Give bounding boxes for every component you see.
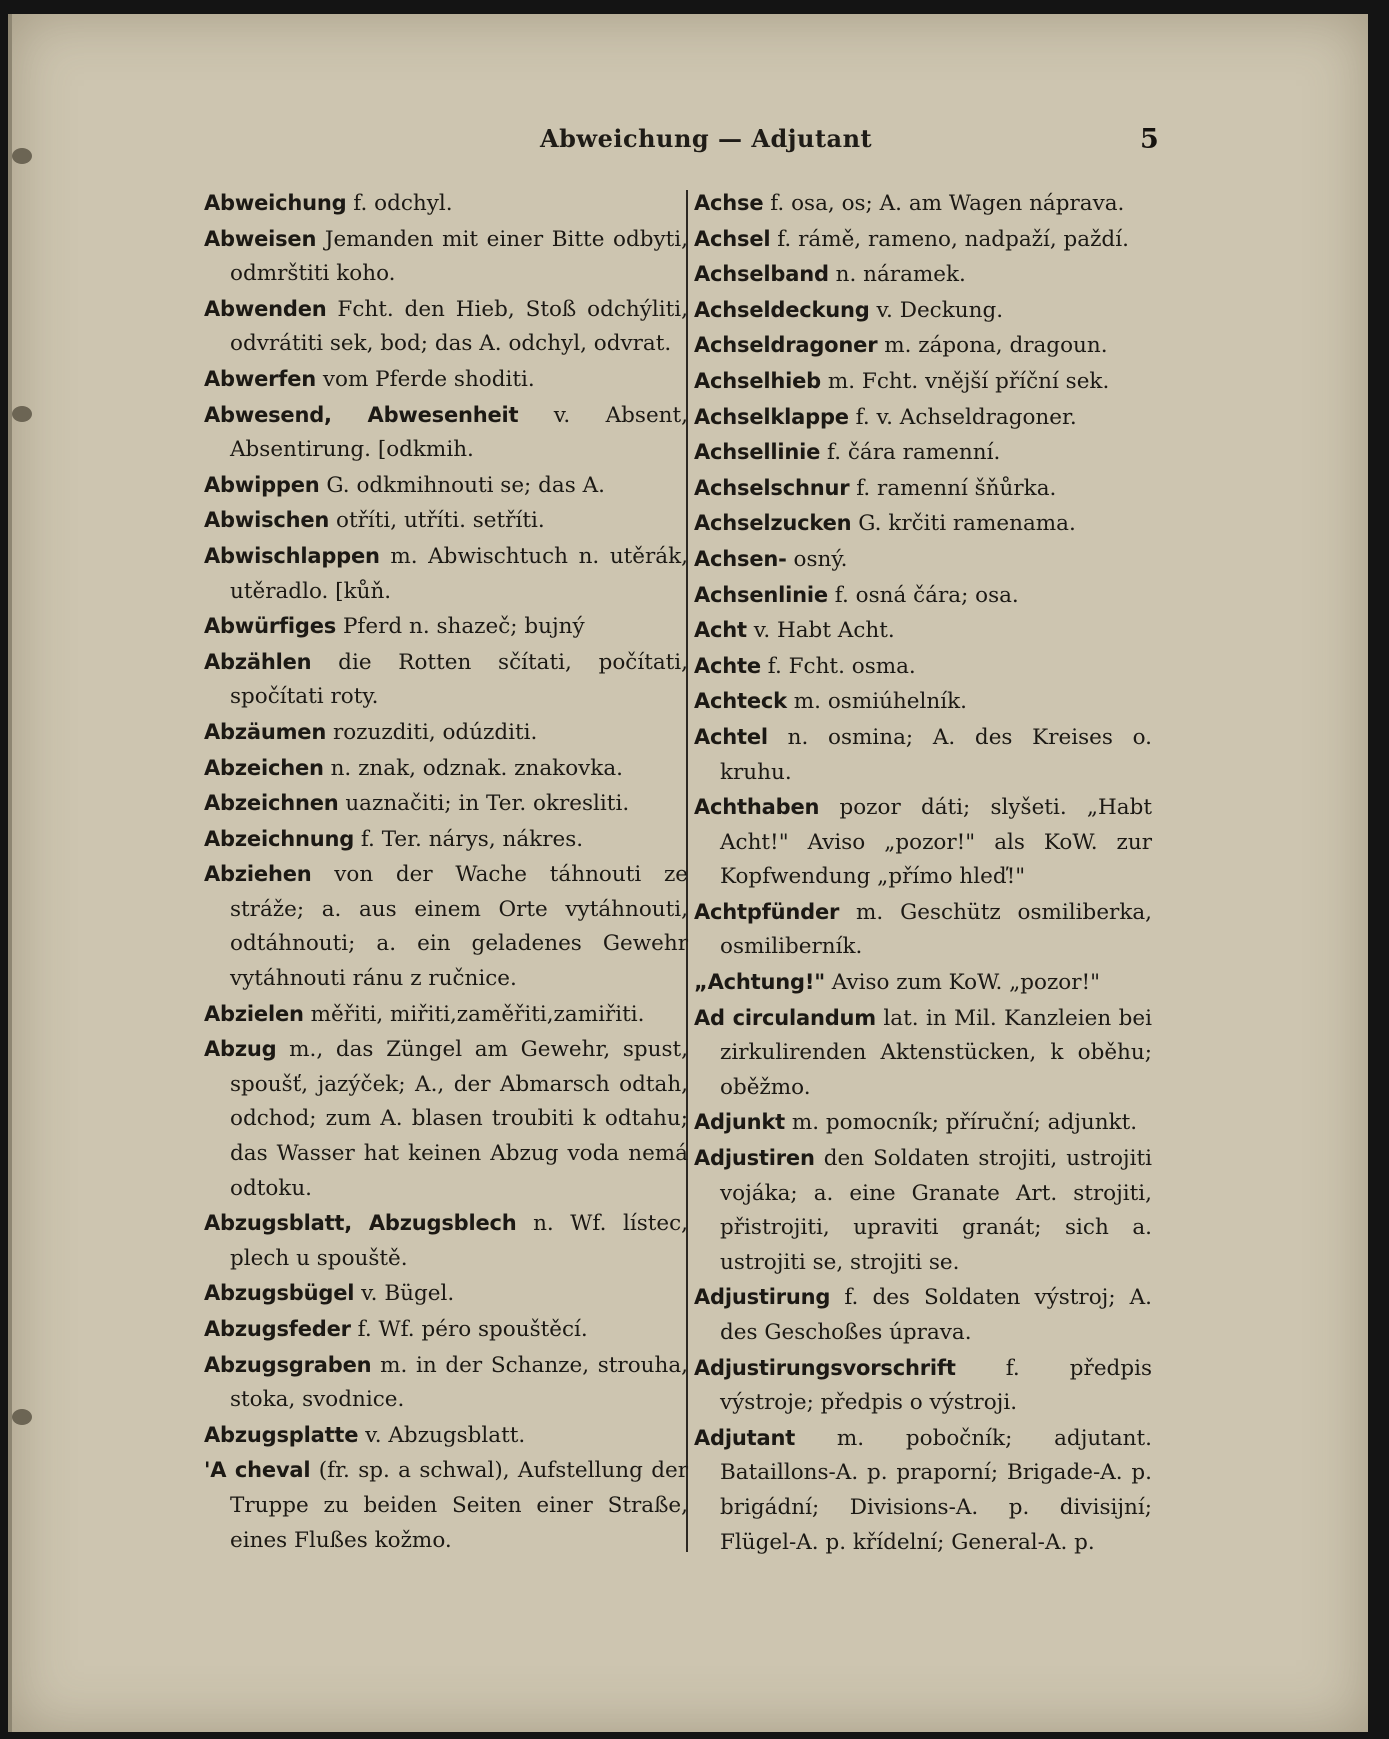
dictionary-entry: [204, 1206, 688, 1276]
dictionary-entry: [204, 292, 688, 362]
entry-headword: Abweisen: [204, 226, 317, 251]
entry-definition: lat. in Mil. Kanzleien bei zirkulirenden Aktenstücken, k oběhu; oběžmo.: [720, 1005, 1152, 1100]
entry-definition: f. osa, os; A. am Wagen náprava.: [763, 191, 1125, 216]
entry-headword: Abzeichnung: [204, 826, 355, 851]
entry-headword: Abwischlappen: [204, 543, 380, 568]
dictionary-entry: [204, 997, 688, 1033]
dictionary-entry: [694, 506, 1152, 542]
entry-headword: Abzählen: [204, 649, 312, 674]
entry-definition: pozor dáti; slyšeti. „Habt Acht!" Aviso „pozor!" als KoW. zur Kopfwendung „přímo hleď!": [720, 795, 1152, 890]
dictionary-entry: [694, 400, 1152, 436]
entry-definition: (fr. sp. a schwal), Aufstellung der Truppe zu beiden Seiten einer Straße, eines Flußes kožmo.: [230, 1458, 688, 1553]
dictionary-entry: [204, 715, 688, 751]
dictionary-entry: [694, 328, 1152, 364]
dictionary-entry: [694, 1105, 1152, 1141]
running-head: Abweichung — Adjutant: [540, 124, 873, 153]
page-header: [0, 124, 1389, 164]
dictionary-entry: [694, 186, 1152, 222]
entry-definition: m. zápona, dragoun.: [877, 333, 1108, 359]
dictionary-entry: [204, 822, 688, 858]
entry-headword: Abweichung: [204, 191, 347, 215]
page-edge-stain: [12, 406, 32, 422]
dictionary-entry: [694, 293, 1152, 329]
entry-headword: Acht: [694, 618, 747, 643]
entry-definition: f. Wf. péro spouštěcí.: [350, 1317, 588, 1342]
entry-definition: Aviso zum KoW. „pozor!": [824, 970, 1101, 996]
entry-definition: G. krčiti ramenama.: [851, 511, 1076, 537]
entry-headword: Achsel: [694, 226, 771, 251]
entry-definition: Pferd n. shazeč; bujný: [336, 614, 585, 640]
entry-definition: otříti, utříti. setříti.: [329, 508, 545, 534]
entry-definition: n. náramek.: [828, 262, 966, 288]
page-number: 5: [1140, 124, 1159, 155]
dictionary-entry: [204, 1348, 688, 1418]
entry-headword: Abzugsblatt, Abzugsblech: [204, 1211, 517, 1236]
entry-headword: „Achtung!": [694, 970, 825, 995]
entry-headword: Abwürfiges: [204, 614, 337, 639]
entry-definition: m. pomocník; příruční; adjunkt.: [785, 1110, 1138, 1136]
dictionary-entry: [694, 435, 1152, 471]
dictionary-entry: [204, 362, 688, 398]
dictionary-entry: [694, 720, 1152, 790]
entry-headword: Adjunkt: [694, 1110, 785, 1135]
entry-headword: Abzugsplatte: [204, 1422, 359, 1447]
entry-headword: Achteck: [694, 689, 787, 714]
entry-definition: f. ramenní šňůrka.: [849, 475, 1057, 501]
entry-definition: f. des Soldaten výstroj; A. des Geschoßes úprava.: [720, 1285, 1152, 1345]
dictionary-entry: [694, 471, 1152, 507]
dictionary-entry: [204, 609, 688, 645]
entry-definition: m. Fcht. vnější příční sek.: [821, 368, 1110, 394]
entry-headword: Adjustiren: [694, 1146, 815, 1171]
dictionary-entry: [694, 613, 1152, 649]
dictionary-entry: [204, 503, 688, 539]
entry-definition: n. Wf. lístec, plech u spouště.: [230, 1211, 688, 1271]
entry-definition: m. Geschütz osmiliberka, osmiliberník.: [720, 899, 1152, 960]
entry-headword: Abzug: [204, 1037, 277, 1062]
entry-definition: von der Wache táhnouti ze stráže; a. aus einem Orte vytáhnouti, odtáhnouti; a. ein geladenes Gewehr vytáhnouti ránu z ručnice.: [230, 862, 688, 992]
entry-headword: Achselband: [694, 262, 829, 287]
entry-definition: m. in der Schanze, strouha, stoka, svodnice.: [230, 1352, 688, 1413]
entry-headword: Abwenden: [204, 296, 327, 321]
dictionary-entry: [204, 786, 688, 822]
entry-definition: den Soldaten strojiti, ustrojiti vojáka; a. eine Granate Art. strojiti, přistrojiti, upraviti granát; sich a. ustrojiti se, strojiti se.: [720, 1146, 1152, 1275]
dictionary-entry: [204, 222, 688, 292]
entry-headword: Abzäumen: [204, 719, 327, 744]
entry-headword: Abwerfen: [204, 366, 317, 391]
entry-headword: Abziehen: [204, 862, 312, 887]
dictionary-entry: [204, 186, 688, 222]
entry-headword: Abzugsbügel: [204, 1281, 355, 1306]
entry-definition: měřiti, miřiti,zaměřiti,zamiřiti.: [303, 1001, 645, 1027]
entry-headword: Achselschnur: [694, 475, 850, 500]
dictionary-entry: [694, 1001, 1152, 1106]
dictionary-entry: [204, 1276, 688, 1312]
dictionary-entry: [694, 1141, 1152, 1280]
entry-definition: G. odkmihnouti se; das A.: [319, 472, 605, 498]
dictionary-entry: [694, 542, 1152, 578]
entry-definition: v. Bügel.: [354, 1281, 455, 1307]
entry-headword: Achselhieb: [694, 368, 822, 393]
dictionary-entry: [204, 1453, 688, 1558]
entry-headword: Achsenlinie: [694, 582, 828, 607]
entry-headword: Abzeichnen: [204, 791, 339, 816]
dictionary-entry: [694, 1280, 1152, 1350]
dictionary-entry: [694, 895, 1152, 965]
entry-definition: f. předpis výstroje; předpis o výstroji.: [720, 1355, 1152, 1416]
page-edge-stain: [12, 1409, 32, 1425]
dictionary-entry: [694, 1351, 1152, 1421]
entry-headword: Adjustirungsvorschrift: [694, 1355, 956, 1380]
entry-headword: Achte: [694, 653, 761, 678]
dictionary-entry: [204, 857, 688, 996]
entry-headword: Achthaben: [694, 795, 820, 820]
entry-definition: die Rotten sčítati, počítati, spočítati roty.: [230, 649, 688, 710]
dictionary-entry: [204, 1418, 688, 1454]
dictionary-entry: [694, 790, 1152, 895]
entry-definition: f. Fcht. osma.: [760, 653, 916, 679]
entry-headword: Ad circulandum: [694, 1005, 876, 1030]
dictionary-entry: [204, 751, 688, 787]
entry-headword: Adjutant: [694, 1425, 796, 1450]
entry-headword: Achsellinie: [694, 440, 821, 465]
entry-headword: Achsen-: [694, 546, 787, 571]
entry-definition: osný.: [786, 546, 848, 572]
entry-definition: f. Ter. nárys, nákres.: [354, 826, 584, 852]
right-column: [694, 186, 1152, 1560]
entry-definition: v. Habt Acht.: [746, 618, 895, 644]
entry-definition: f. rámě, rameno, nadpaží, paždí.: [770, 226, 1129, 252]
entry-headword: Abzielen: [204, 1001, 304, 1026]
entry-headword: Achselzucken: [694, 511, 852, 536]
entry-headword: Achseldragoner: [694, 333, 878, 358]
dictionary-entry: [694, 649, 1152, 685]
entry-definition: n. znak, odznak. znakovka.: [323, 755, 623, 781]
entry-headword: Achse: [694, 191, 764, 215]
dictionary-entry: [694, 222, 1152, 258]
entry-definition: m. pobočník; adjutant. Bataillons-A. p. praporní; Brigade-A. p. brigádní; Divisions-A. p. divisijní; Flügel-A. p. křídelní; General-A. p.: [720, 1425, 1152, 1555]
dictionary-entry: [694, 684, 1152, 720]
entry-headword: Abzeichen: [204, 755, 324, 780]
entry-headword: Abzugsfeder: [204, 1317, 351, 1341]
dictionary-entry: [694, 578, 1152, 614]
entry-definition: uaznačiti; in Ter. okresliti.: [338, 791, 630, 817]
entry-definition: n. osmina; A. des Kreises o. kruhu.: [720, 724, 1152, 785]
entry-headword: Achtel: [694, 724, 768, 749]
entry-definition: m. osmiúhelník.: [786, 689, 967, 715]
dictionary-entry: [694, 257, 1152, 293]
entry-definition: m. Abwischtuch n. utěrák, utěradlo. [kůň.: [230, 543, 688, 604]
dictionary-entry: [204, 1032, 688, 1206]
entry-definition: v. Abzugsblatt.: [358, 1422, 526, 1448]
entry-headword: Achseldeckung: [694, 297, 870, 322]
entry-definition: rozuzditi, odúzditi.: [326, 719, 538, 745]
entry-definition: Fcht. den Hieb, Stoß odchýliti, odvrátiti sek, bod; das A. odchyl, odvrat.: [230, 296, 688, 357]
entry-definition: f. osná čára; osa.: [827, 582, 1019, 608]
dictionary-entry: [204, 645, 688, 715]
entry-headword: Achselklappe: [694, 404, 849, 429]
dictionary-entry: [694, 364, 1152, 400]
entry-definition: f. čára ramenní.: [820, 440, 1001, 466]
entry-headword: Abwesend, Abwesenheit: [204, 402, 519, 427]
entry-definition: f. v. Achseldragoner.: [848, 404, 1077, 430]
dictionary-entry: [204, 398, 688, 468]
entry-definition: f. odchyl.: [346, 191, 453, 216]
dictionary-entry: [694, 965, 1152, 1001]
left-column: [204, 186, 688, 1558]
entry-headword: Achtpfünder: [694, 899, 840, 924]
dictionary-entry: [204, 539, 688, 609]
dictionary-entry: [694, 1421, 1152, 1560]
entry-definition: v. Deckung.: [869, 297, 1004, 323]
dictionary-entry: [204, 1312, 688, 1348]
entry-headword: Adjustirung: [694, 1285, 831, 1310]
dictionary-entry: [204, 468, 688, 504]
entry-definition: Jemanden mit einer Bitte odbyti, odmrštiti koho.: [230, 226, 688, 287]
entry-headword: 'A cheval: [204, 1458, 311, 1483]
entry-headword: Abwischen: [204, 508, 330, 533]
entry-definition: vom Pferde shoditi.: [316, 366, 535, 392]
entry-headword: Abzugsgraben: [204, 1352, 372, 1377]
entry-definition: m., das Züngel am Gewehr, spust, spoušť, jazýček; A., der Abmarsch odtah, odchod; zum A. blasen troubiti k odtahu; das Wasser hat keinen Abzug voda nemá odtoku.: [230, 1037, 688, 1201]
entry-headword: Abwippen: [204, 472, 320, 497]
entry-definition: v. Absent, Absentirung. [odkmih.: [230, 402, 688, 463]
